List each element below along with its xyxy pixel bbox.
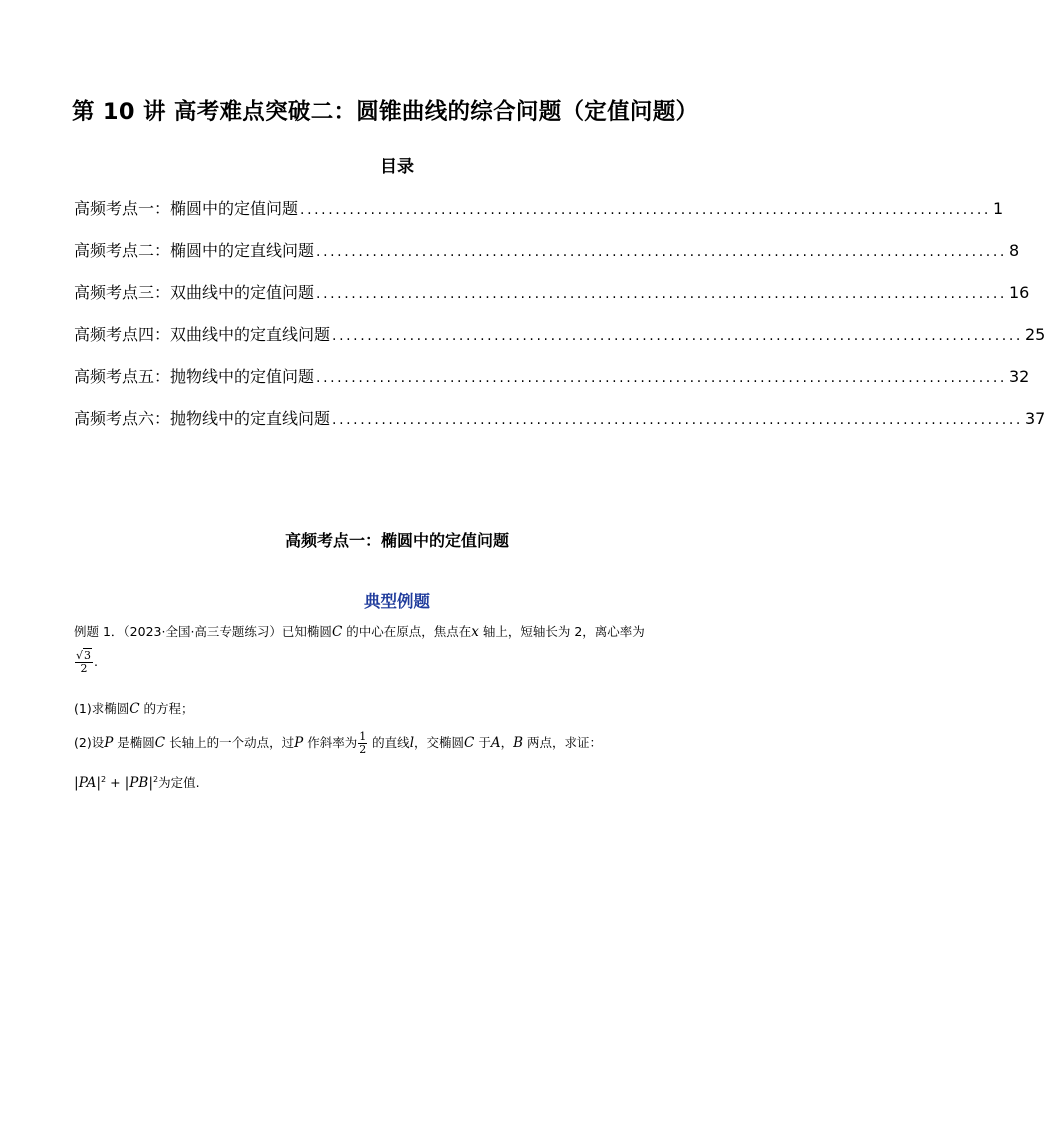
question-1 bbox=[74, 701, 734, 717]
var-x: x bbox=[471, 624, 479, 640]
ecc-numerator: 3 bbox=[84, 649, 92, 662]
toc-entry-label: 高频考点四：双曲线中的定直线问题 bbox=[74, 325, 331, 344]
toc-entry-label: 高频考点五：抛物线中的定值问题 bbox=[74, 367, 315, 386]
exponent: 2 bbox=[101, 775, 107, 784]
toc-dot-leader: .................................................................................................. bbox=[332, 328, 1023, 344]
example-heading: 典型例题 bbox=[364, 592, 430, 611]
question-text: 两点，求证： bbox=[523, 735, 603, 750]
slope-denominator: 2 bbox=[359, 743, 367, 756]
question-text: ，交椭圆 bbox=[414, 735, 465, 750]
example-intro-text: 轴上，短轴长为 2，离心率为 bbox=[478, 624, 645, 639]
abs-bar-icon: | bbox=[96, 775, 102, 792]
abs-bar-icon: | bbox=[74, 775, 79, 792]
var-c: C bbox=[129, 701, 140, 717]
toc-entry-page: 32 bbox=[1008, 367, 1030, 386]
ecc-period: . bbox=[94, 654, 98, 669]
toc-entry[interactable] bbox=[74, 406, 1045, 448]
plus-sign: + bbox=[110, 775, 121, 791]
var-c: C bbox=[154, 735, 166, 751]
eccentricity-fraction bbox=[75, 650, 93, 675]
expr-pb: PB bbox=[129, 775, 149, 792]
exponent: 2 bbox=[153, 775, 159, 784]
toc-entry-label: 高频考点一：椭圆中的定值问题 bbox=[74, 199, 299, 218]
toc-entry-label: 高频考点二：椭圆中的定直线问题 bbox=[74, 241, 315, 260]
toc-heading: 目录 bbox=[380, 157, 414, 177]
toc-entry-page: 25 bbox=[1024, 325, 1045, 344]
toc-entry-page: 8 bbox=[1008, 241, 1020, 260]
toc-entry[interactable] bbox=[74, 280, 1030, 322]
question-text: 作斜率为 bbox=[303, 735, 358, 750]
question-text: ， bbox=[500, 735, 514, 750]
eccentricity-line bbox=[74, 650, 734, 675]
toc-entry-page: 37 bbox=[1024, 409, 1045, 428]
toc-entry-label: 高频考点六：抛物线中的定直线问题 bbox=[74, 409, 331, 428]
question-text: 于 bbox=[474, 735, 491, 750]
expr-pa: PA bbox=[78, 775, 97, 792]
toc-dot-leader: .................................................................................................. bbox=[316, 370, 1007, 386]
example-intro-text: 的中心在原点，焦点在 bbox=[342, 624, 472, 639]
question-text: (2)设 bbox=[74, 735, 105, 750]
table-of-contents bbox=[74, 196, 1045, 448]
var-p: P bbox=[294, 735, 304, 751]
toc-dot-leader: .................................................................................................. bbox=[316, 244, 1007, 260]
example-intro bbox=[74, 624, 734, 640]
toc-entry-page: 1 bbox=[992, 199, 1004, 218]
toc-entry-page: 16 bbox=[1008, 283, 1030, 302]
question-text: 的直线 bbox=[368, 735, 410, 750]
example-intro-text: 例题 1．（2023·全国·高三专题练习）已知椭圆 bbox=[74, 624, 332, 639]
var-l: l bbox=[409, 735, 415, 751]
question-2-expression bbox=[74, 772, 734, 791]
var-p: P bbox=[104, 735, 114, 751]
question-text: 的方程； bbox=[139, 701, 194, 716]
question-2 bbox=[74, 731, 734, 756]
question-text: (1)求椭圆 bbox=[74, 701, 130, 716]
abs-bar-icon: | bbox=[124, 775, 130, 792]
var-b: B bbox=[513, 735, 524, 751]
slope-fraction bbox=[358, 731, 367, 756]
toc-entry[interactable] bbox=[74, 322, 1045, 364]
ecc-denominator: 2 bbox=[80, 662, 88, 675]
toc-entry[interactable] bbox=[74, 364, 1030, 406]
var-a: A bbox=[490, 735, 501, 751]
question-end-text: 为定值. bbox=[158, 775, 200, 791]
toc-entry[interactable] bbox=[74, 238, 1020, 280]
sqrt-icon: √ bbox=[76, 649, 84, 662]
toc-dot-leader: .................................................................................................. bbox=[300, 202, 991, 218]
var-c: C bbox=[464, 735, 475, 751]
toc-dot-leader: .................................................................................................. bbox=[332, 412, 1023, 428]
toc-dot-leader: .................................................................................................. bbox=[316, 286, 1007, 302]
var-c: C bbox=[331, 624, 343, 640]
toc-entry[interactable] bbox=[74, 196, 1004, 238]
page-title: 第 10 讲 高考难点突破二：圆锥曲线的综合问题（定值问题） bbox=[72, 99, 699, 125]
toc-entry-label: 高频考点三：双曲线中的定值问题 bbox=[74, 283, 315, 302]
slope-numerator: 1 bbox=[359, 730, 367, 743]
question-text: 长轴上的一个动点，过 bbox=[165, 735, 295, 750]
abs-bar-icon: | bbox=[148, 775, 154, 792]
section-heading: 高频考点一：椭圆中的定值问题 bbox=[284, 531, 509, 550]
question-text: 是椭圆 bbox=[113, 735, 155, 750]
